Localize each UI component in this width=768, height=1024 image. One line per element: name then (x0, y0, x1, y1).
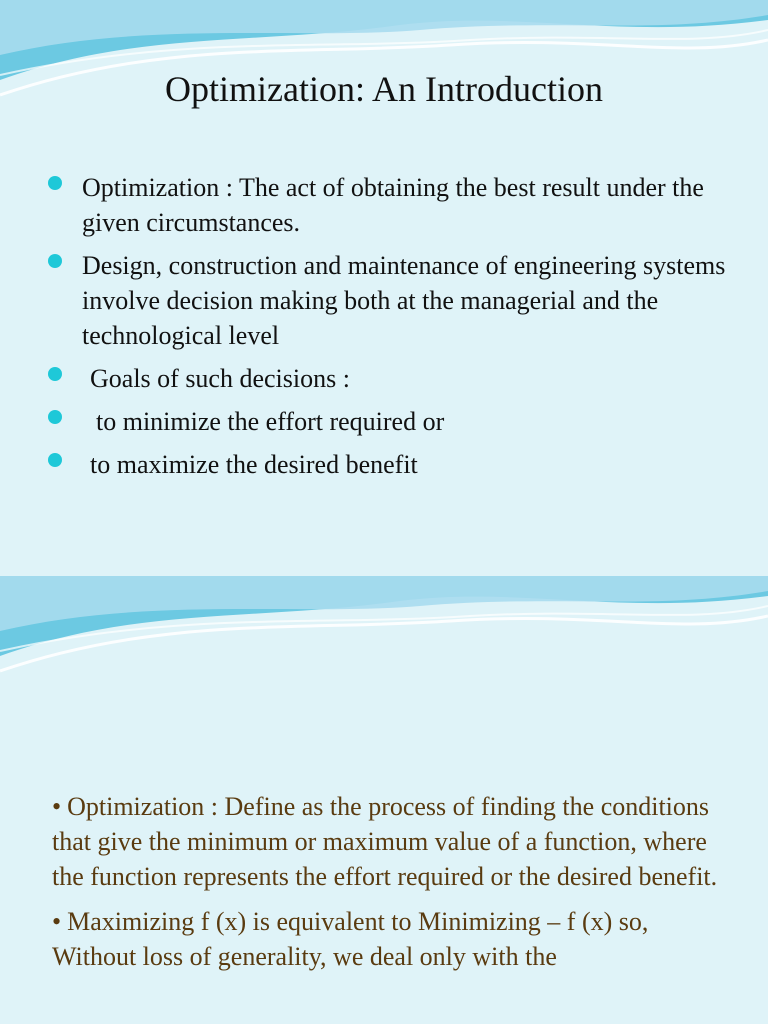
bullet-dot-icon (48, 410, 62, 424)
bullet-list (44, 170, 744, 490)
bullet-dot-icon (48, 367, 62, 381)
list-item: to minimize the effort required or (44, 404, 744, 439)
bullet-dot-icon (48, 176, 62, 190)
list-item: • Maximizing f (x) is equivalent to Minimizing – f (x) so, Without loss of generality, we deal only with the (52, 907, 649, 971)
bullet-list (52, 789, 732, 984)
bullet-dot-icon (48, 254, 62, 268)
slide-2 (0, 576, 768, 1024)
slide-title: Optimization: An Introduction (165, 69, 603, 109)
wave-header (0, 576, 768, 686)
list-item: • Optimization : Define as the process of finding the conditions that give the minimum or maximum value of a function, where the function represents the effort required or the desired benefit. (52, 792, 718, 891)
bullet-dot-icon (48, 453, 62, 467)
list-item: to maximize the desired benefit (44, 447, 744, 482)
list-item: Goals of such decisions : (44, 361, 744, 396)
list-item: Design, construction and maintenance of engineering systems involve decision making both at the managerial and the technological level (44, 248, 744, 353)
list-item: Optimization : The act of obtaining the best result under the given circumstances. (44, 170, 744, 240)
